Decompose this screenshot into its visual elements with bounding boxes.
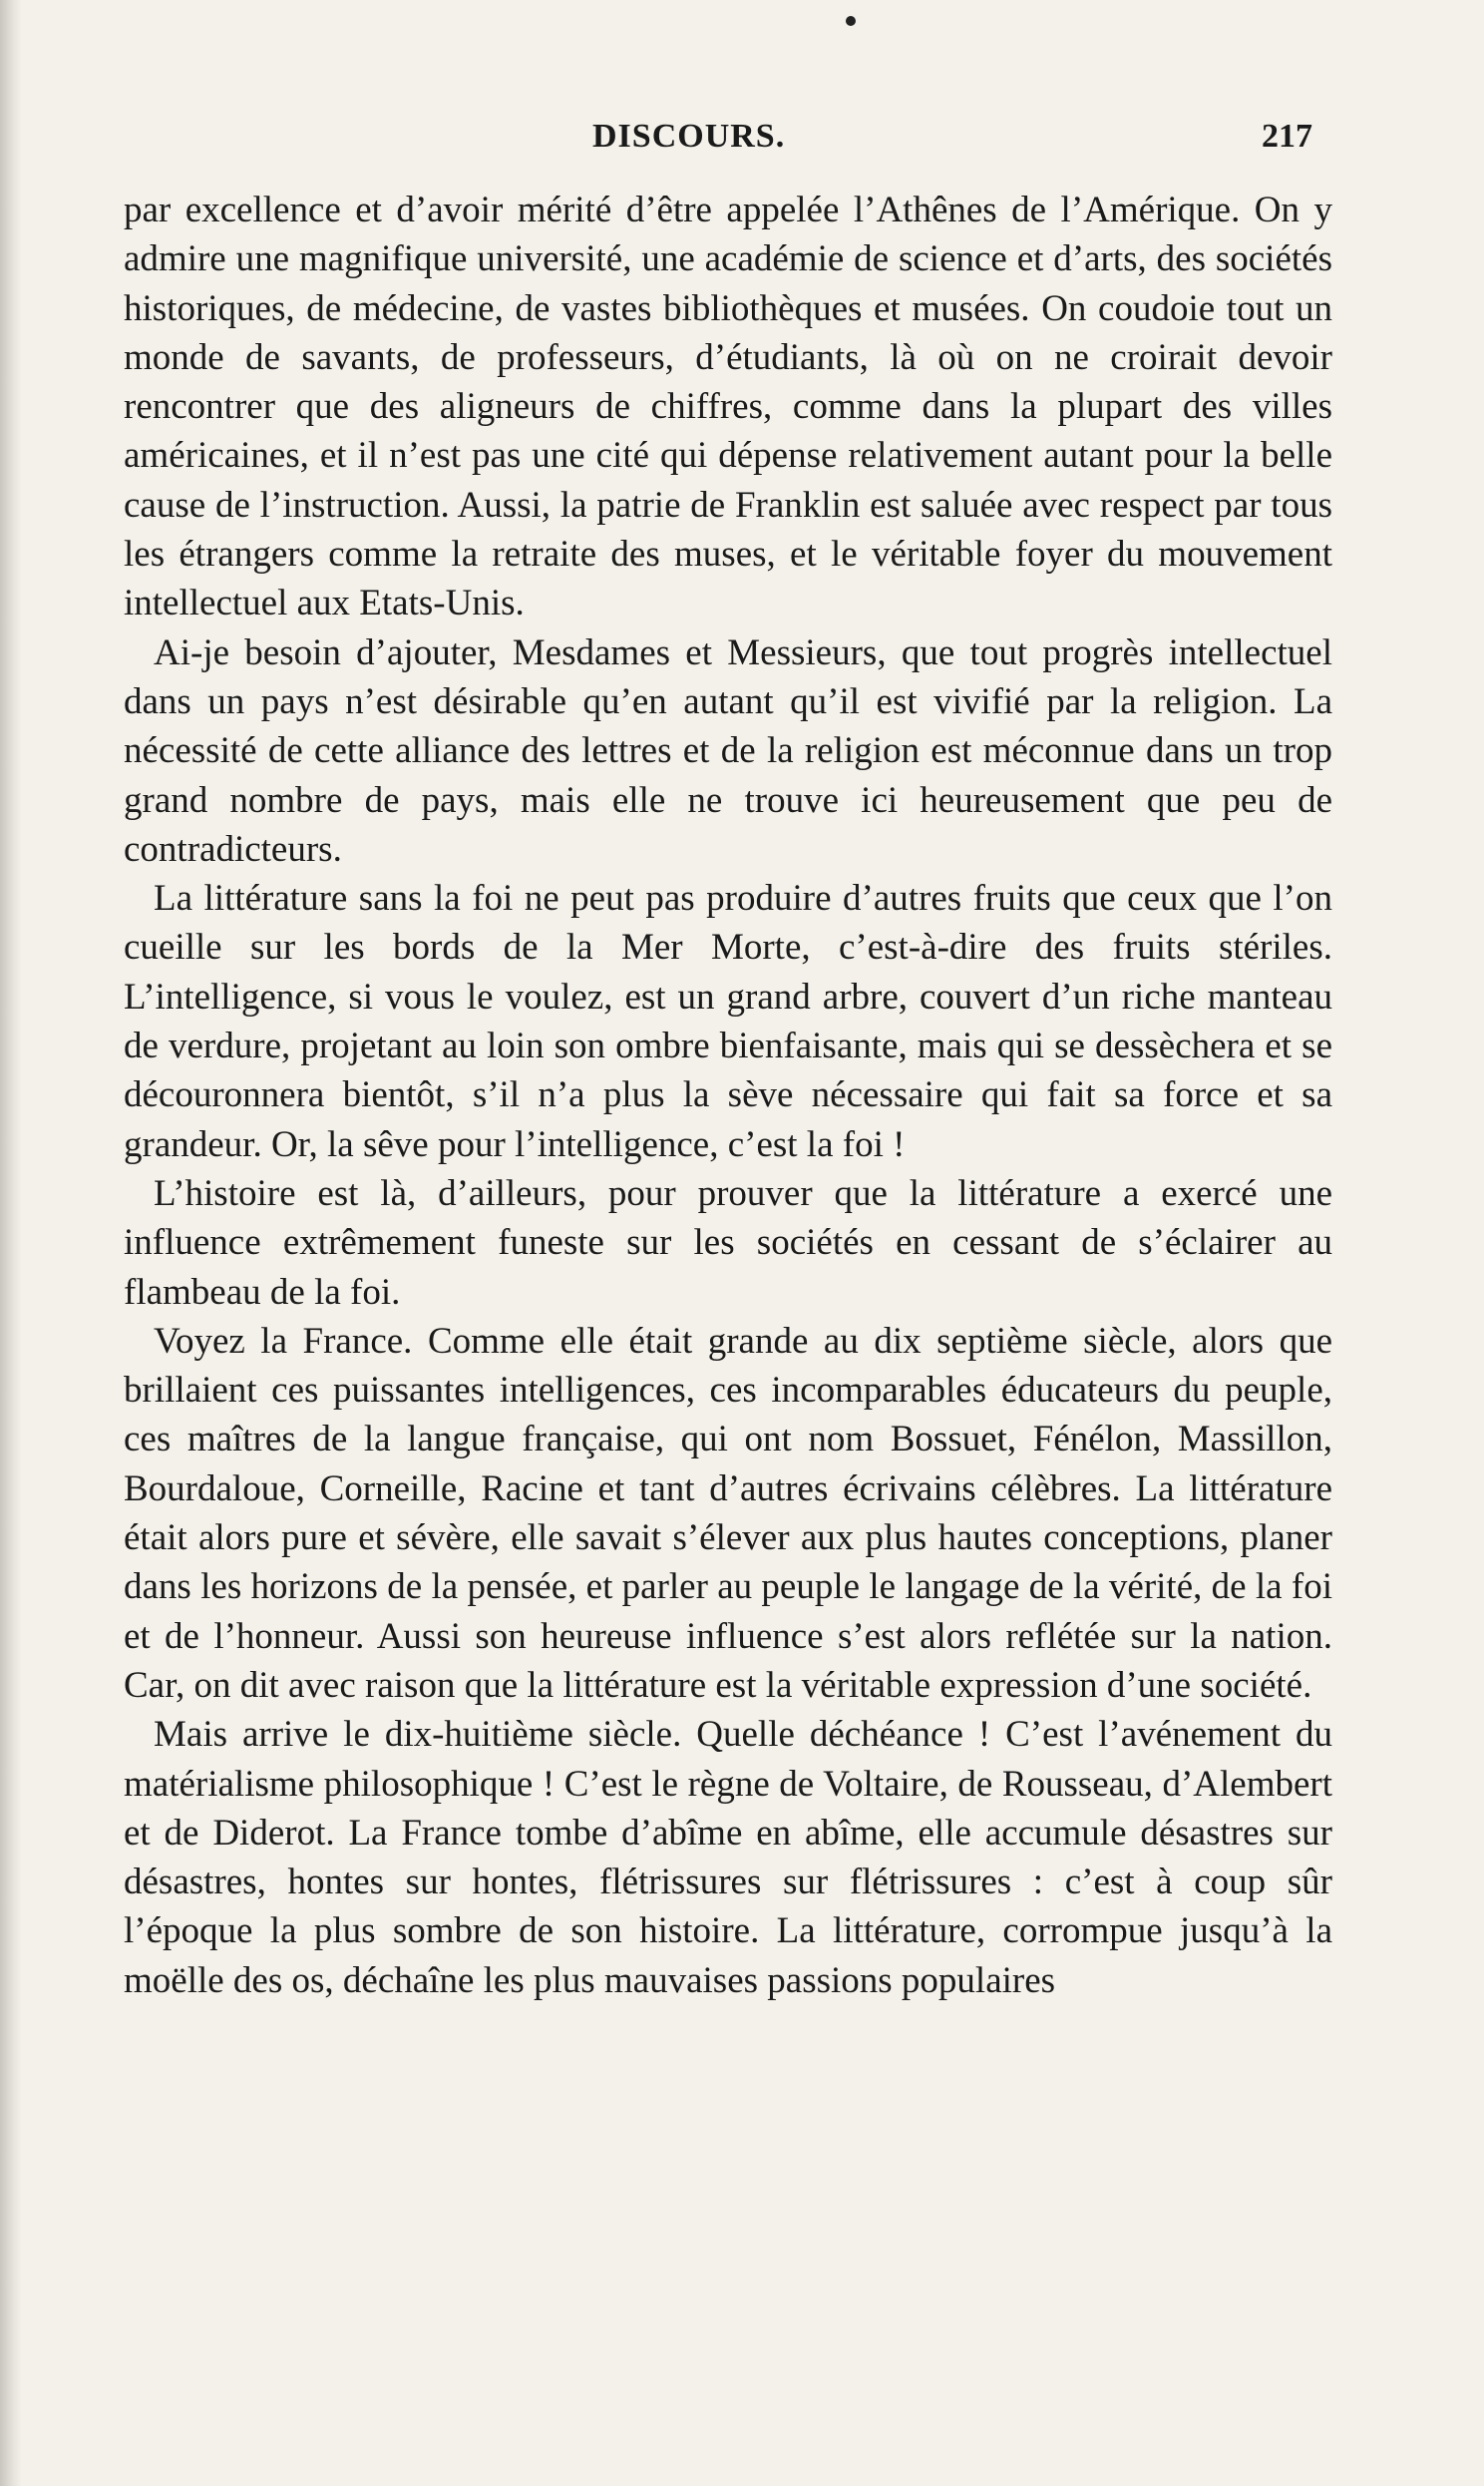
paragraph-2: Ai-je besoin d’ajouter, Mesdames et Messieurs, que tout progrès intellectuel dans un pays n’est désirable qu’en autant qu’il est vivifié par la religion. La nécessité de cette alliance des lettres et de la religion est méconnue dans un trop grand nombre de pays, mais elle ne trouve ici heureusement que peu de contradicteurs. <box>124 631 1332 870</box>
scan-edge <box>0 0 22 2486</box>
paragraph-1: par excellence et d’avoir mérité d’être appelée l’Athênes de l’Amérique. On y admire une magnifique université, une académie de science et d’arts, des sociétés historiques, de médecine, de vastes bibliothèques et musées. On coudoie tout un monde de savants, de professeurs, d’étudiants, là où on ne croirait devoir rencontrer que des aligneurs de chiffres, comme dans la plupart des villes américaines, et il n’est pas une cité qui dépense relativement autant pour la belle cause de l’instruction. Aussi, la patrie de Franklin est saluée avec respect par tous les étrangers comme la retraite des muses, et le véritable foyer du mouvement intellectuel aux Etats-Unis. <box>124 190 1332 624</box>
page-number: 217 <box>1262 118 1312 155</box>
running-head <box>124 118 1332 178</box>
paragraph-5: Voyez la France. Comme elle était grande au dix septième siècle, alors que brillaient ces puissantes intelligences, ces incomparables éducateurs du peuple, ces maîtres de la langue française, qui ont nom Bossuet, Fénélon, Massillon, Bourdaloue, Corneille, Racine et tant d’autres écrivains célèbres. La littérature était alors pure et sévère, elle savait s’élever aux plus hautes conceptions, planer dans les horizons de la pensée, et parler au peuple le langage de la vérité, de la foi et de l’honneur. Aussi son heureuse influence s’est alors reflétée sur la nation. Car, on dit avec raison que la littérature est la véritable expression d’une société. <box>124 1320 1332 1706</box>
paragraph-3: La littérature sans la foi ne peut pas produire d’autres fruits que ceux que l’on cueille sur les bords de la Mer Morte, c’est-à-dire des fruits stériles. L’intelligence, si vous le voulez, est un grand arbre, couvert d’un riche manteau de verdure, projetant au loin son ombre bienfaisante, mais qui se dessèchera et se découronnera bientôt, s’il n’a plus la sève nécessaire qui fait sa force et sa grandeur. Or, la sêve pour l’intelligence, c’est la foi ! <box>124 878 1332 1165</box>
body-text <box>124 186 1332 2005</box>
paragraph-4: L’histoire est là, d’ailleurs, pour prouver que la littérature a exercé une influence extrêmement funeste sur les sociétés en cessant de s’éclairer au flambeau de la foi. <box>124 1172 1332 1313</box>
running-head-title: DISCOURS. <box>592 118 786 155</box>
paragraph-6: Mais arrive le dix-huitième siècle. Quelle déchéance ! C’est l’avénement du matérialisme philosophique ! C’est le règne de Voltaire, de Rousseau, d’Alembert et de Diderot. La France tombe d’abîme en abîme, elle accumule désastres sur désastres, hontes sur hontes, flétrissures sur flétrissures : c’est à coup sûr l’époque la plus sombre de son histoire. La littérature, corrompue jusqu’à la moëlle des os, déchaîne les plus mauvaises passions populaires <box>124 1714 1332 2001</box>
book-page <box>124 118 1332 2005</box>
print-mark <box>846 16 856 26</box>
